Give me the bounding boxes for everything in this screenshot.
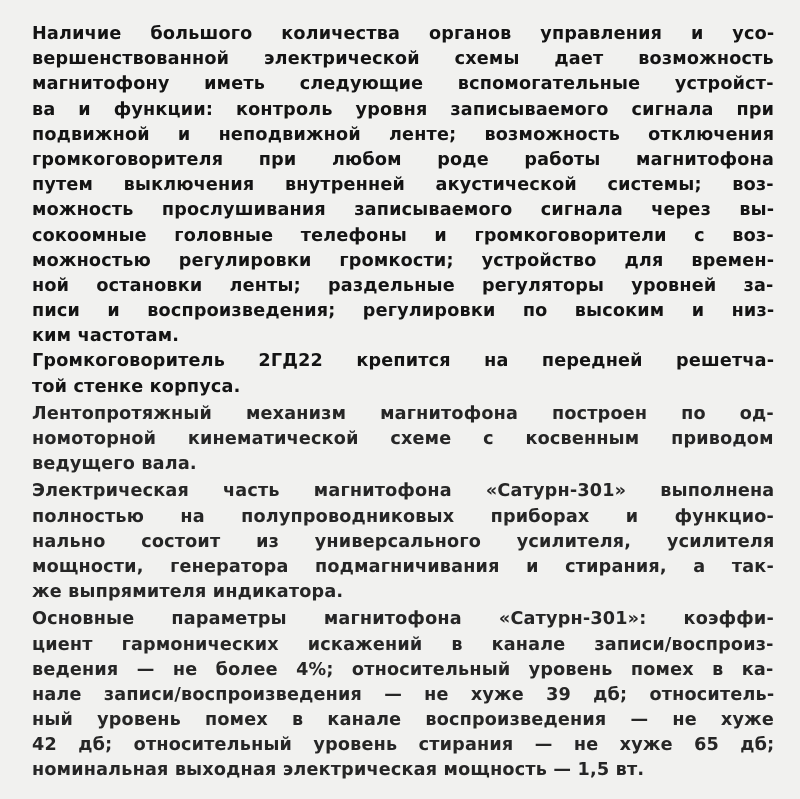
text-line: ный уровень помех в канале воспроизведения — не хуже [32,710,774,731]
text-line: той стенке корпуса. [32,376,241,397]
paragraph-electrical [32,479,774,605]
text-line: писи и воспроизведения; регулировки по высоким и низ- [32,301,775,322]
text-line: же выпрямителя индикатора. [32,582,344,603]
text-line: Лентопротяжный механизм магнитофона построен по од- [32,403,774,424]
text-line: вершенствованной электрической схемы дает возможность [32,49,774,70]
text-line: Электрическая часть магнитофона «Сатурн-301» выполнена [32,481,775,502]
text-line: полностью на полупроводниковых приборах и функцио- [32,506,775,527]
text-line: сокоомные головные телефоны и громкоговорители с воз- [32,225,774,246]
text-line: магнитофону иметь следующие вспомогательные устройст- [32,74,774,95]
text-line: можностью регулировки громкости; устройство для времен- [32,250,775,271]
text-line: ким частотам. [32,326,180,347]
text-line: нале записи/воспроизведения — не хуже 39 дб; относитель- [32,684,775,705]
text-line: ва и функции: контроль уровня записываемого сигнала при [32,99,775,120]
text-line: номоторной кинематической схеме с косвенным приводом [32,429,774,449]
text-line: ведения — не более 4%; относительный уровень помех в ка- [32,659,774,680]
text-line: нально состоит из универсального усилителя, усилителя [32,531,775,552]
text-line: мощности, генератора подмагничивания и стирания, а так- [32,556,774,577]
text-line: громкоговорителя при любом роде работы магнитофона [32,149,775,170]
text-line: подвижной и неподвижной ленте; возможность отключения [32,124,775,145]
text-line: Наличие большого количества органов управления и усо- [32,24,775,44]
paragraph-tape-mechanism [32,402,774,478]
text-line: 42 дб; относительный уровень стирания — не хуже 65 дб; [32,735,775,756]
text-line: путем выключения внутренней акустической системы; воз- [32,175,774,196]
paragraph-parameters [32,607,774,783]
paragraph-features [32,22,774,349]
text-line: ной остановки ленты; раздельные регуляторы уровней за- [32,275,774,296]
text-line: ведущего вала. [32,454,197,475]
text-line: циент гармонических искажений в канале записи/воспроиз- [32,634,774,655]
text-line: Громкоговоритель 2ГД22 крепится на передней решетча- [32,351,775,372]
paragraph-speaker [32,349,774,399]
text-line: Основные параметры магнитофона «Сатурн-301»: коэффи- [32,609,774,630]
text-line: номинальная выходная электрическая мощность — 1,5 вт. [32,760,645,781]
document-page [32,22,774,784]
text-line: можность прослушивания записываемого сигнала через вы- [32,200,775,221]
